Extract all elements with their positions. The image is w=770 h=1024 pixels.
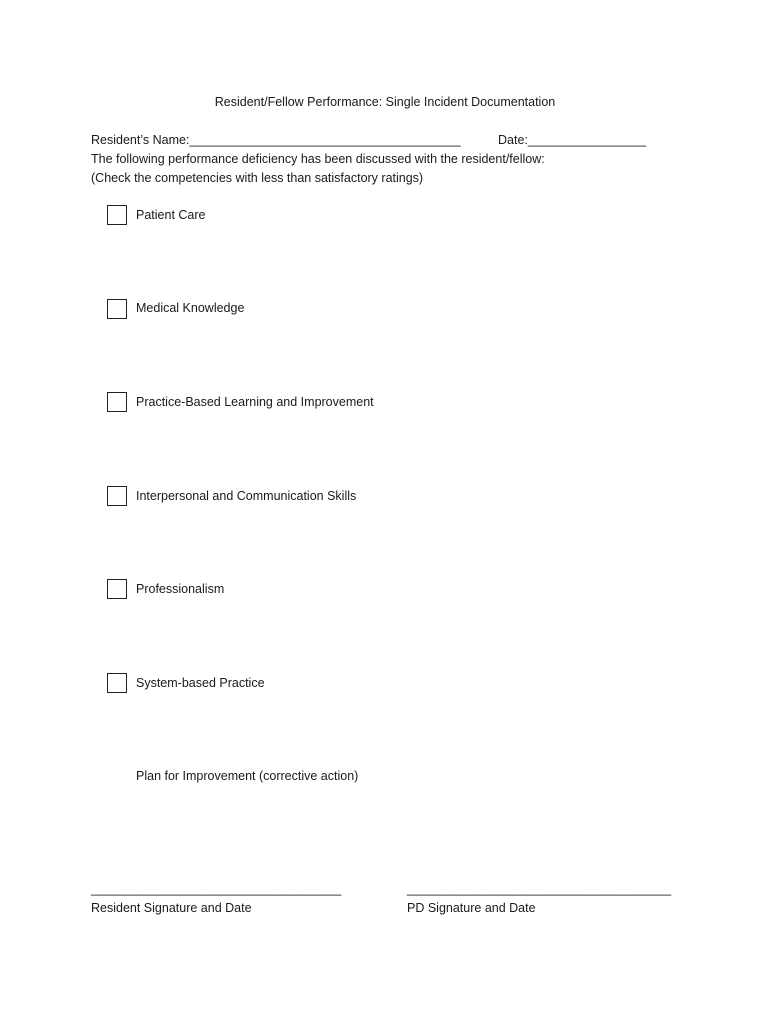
checkbox-medical-knowledge[interactable]: [107, 299, 127, 319]
resident-signature-line[interactable]: ____________________________________: [91, 882, 342, 896]
checkbox-professionalism[interactable]: [107, 579, 127, 599]
plan-for-improvement-label: Plan for Improvement (corrective action): [136, 769, 359, 783]
competency-label: Practice-Based Learning and Improvement: [136, 395, 374, 409]
competency-label: Professionalism: [136, 582, 225, 596]
competency-label: Medical Knowledge: [136, 301, 245, 315]
competency-label: Interpersonal and Communication Skills: [136, 489, 357, 503]
checkbox-patient-care[interactable]: [107, 205, 127, 225]
form-title: Resident/Fellow Performance: Single Incident Documentation: [214, 95, 556, 109]
pd-signature-line[interactable]: ______________________________________: [407, 882, 672, 896]
resident-signature-label: Resident Signature and Date: [91, 901, 252, 915]
intro-text: The following performance deficiency has been discussed with the resident/fellow:: [91, 152, 545, 166]
competency-label: Patient Care: [136, 208, 206, 222]
checkbox-system-based-practice[interactable]: [107, 673, 127, 693]
checkbox-practice-based-learning[interactable]: [107, 392, 127, 412]
instruction-text: (Check the competencies with less than satisfactory ratings): [91, 171, 424, 185]
competency-label: System-based Practice: [136, 676, 265, 690]
resident-name-field[interactable]: Resident’s Name:_______________________________________: [91, 133, 461, 147]
checkbox-interpersonal-communication[interactable]: [107, 486, 127, 506]
date-field[interactable]: Date:_________________: [498, 133, 647, 147]
pd-signature-label: PD Signature and Date: [407, 901, 536, 915]
